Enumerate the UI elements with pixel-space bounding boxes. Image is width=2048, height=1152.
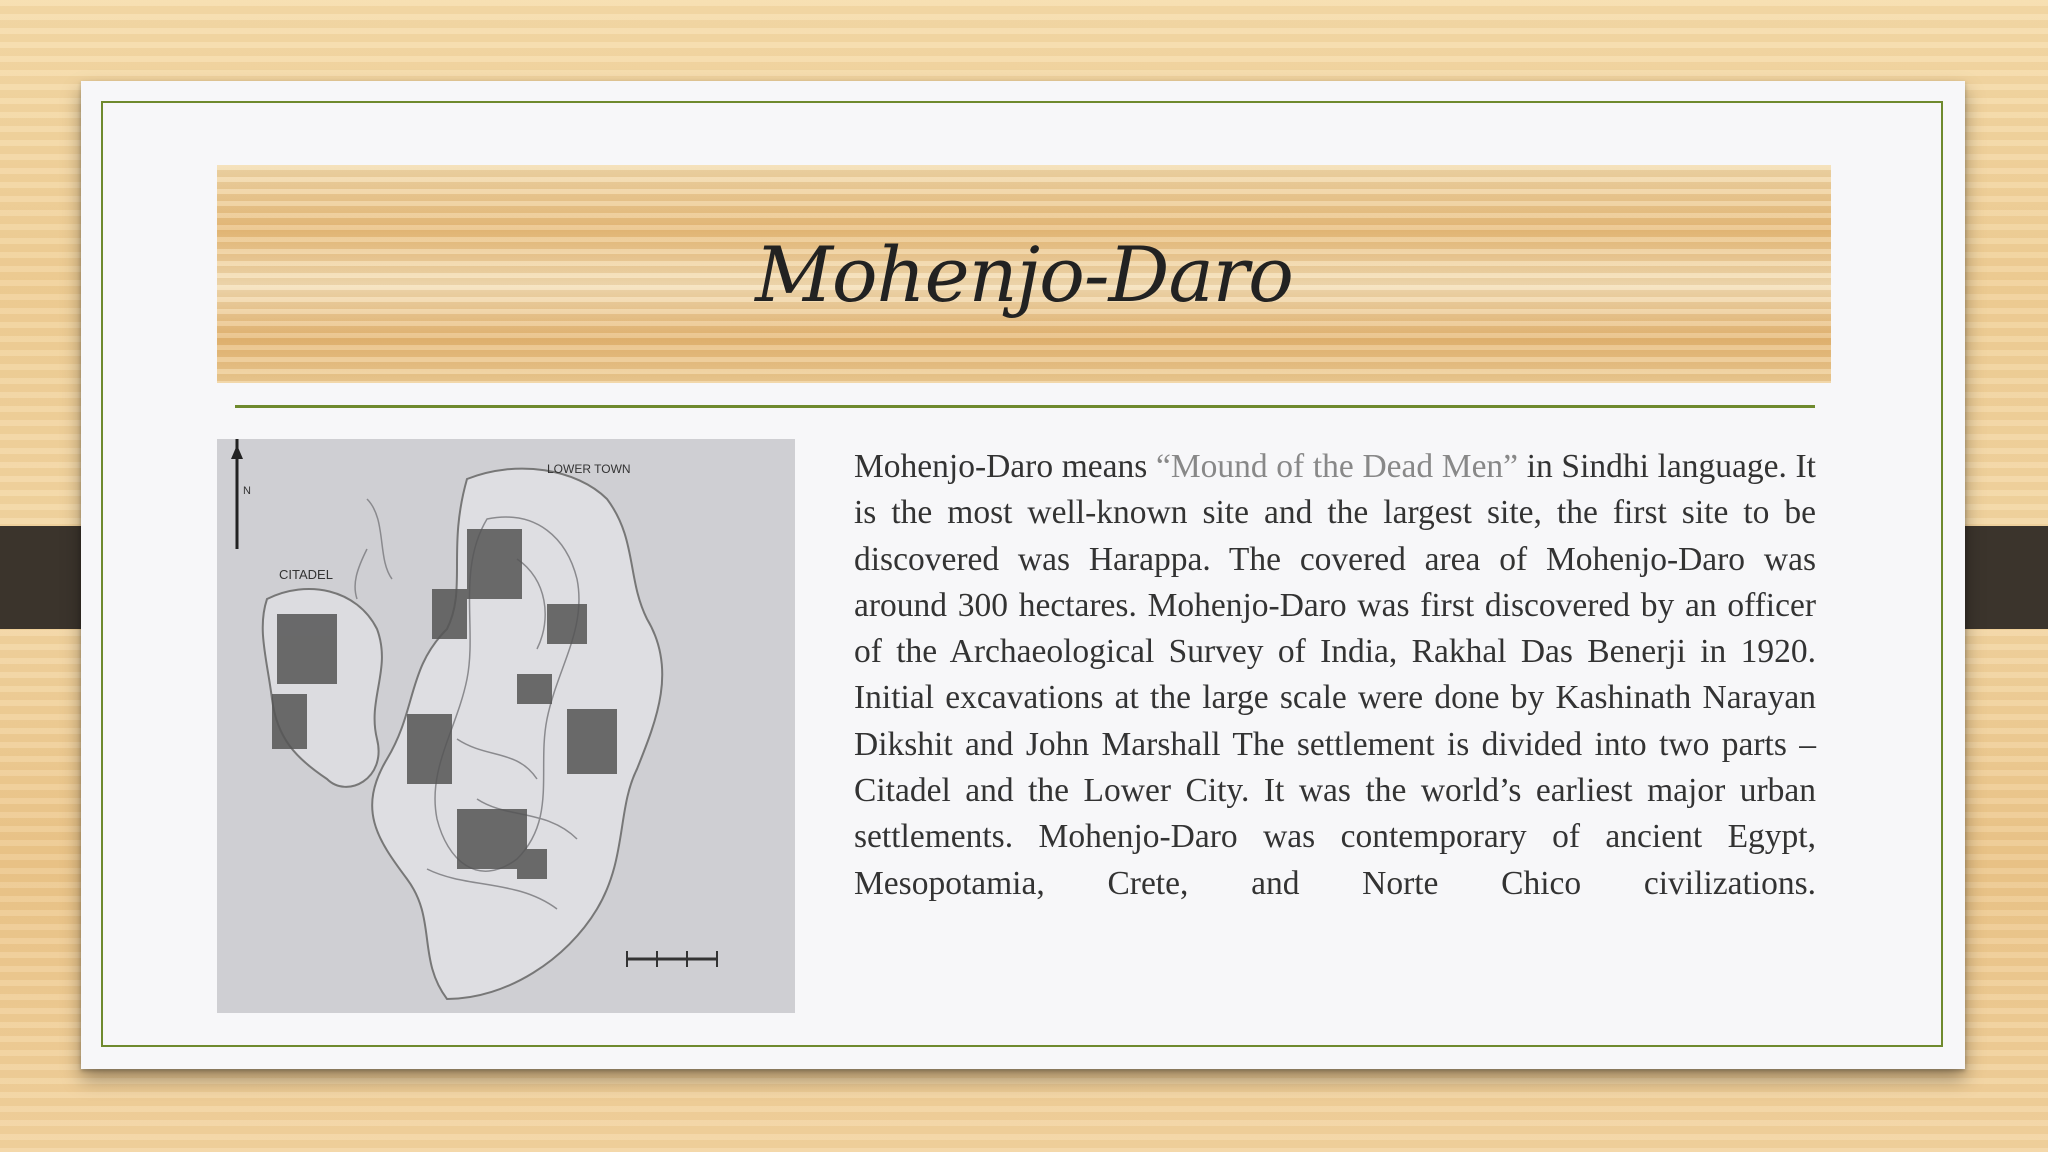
map-label-citadel: CITADEL — [279, 567, 333, 582]
paragraph-rest: in Sindhi language. It is the most well-known site and the largest site, the first site to be discovered was Harappa. The covered area of Mohenjo-Daro was around 300 hectares. Mohenjo-Daro was first discovered by an officer of the Archaeological Survey of India, Rakhal Das Benerji in 1920. Initial excavations at the large scale were done by Kashinath Narayan Dikshit and John Marshall The settlement is divided into two parts – Citadel and the Lower City. It was the world’s earliest major urban settlements. Mohenjo-Daro was contemporary of ancient Egypt, Mesopotamia, Crete, and Norte Chico civilizations. — [854, 448, 1816, 902]
highlighted-quote: “Mound of the Dead Men” — [1155, 448, 1519, 485]
site-map-image — [217, 439, 795, 1013]
map-north-label: N — [243, 485, 251, 497]
body-paragraph — [854, 444, 1816, 907]
map-label-lower-town: LOWER TOWN — [547, 462, 631, 476]
divider-line — [235, 405, 1815, 408]
slide-card — [81, 81, 1965, 1069]
site-map-drawing — [217, 439, 795, 1013]
paragraph-intro: Mohenjo-Daro means — [854, 448, 1156, 485]
title-band — [217, 165, 1831, 383]
slide-title: Mohenjo-Daro — [755, 229, 1293, 319]
